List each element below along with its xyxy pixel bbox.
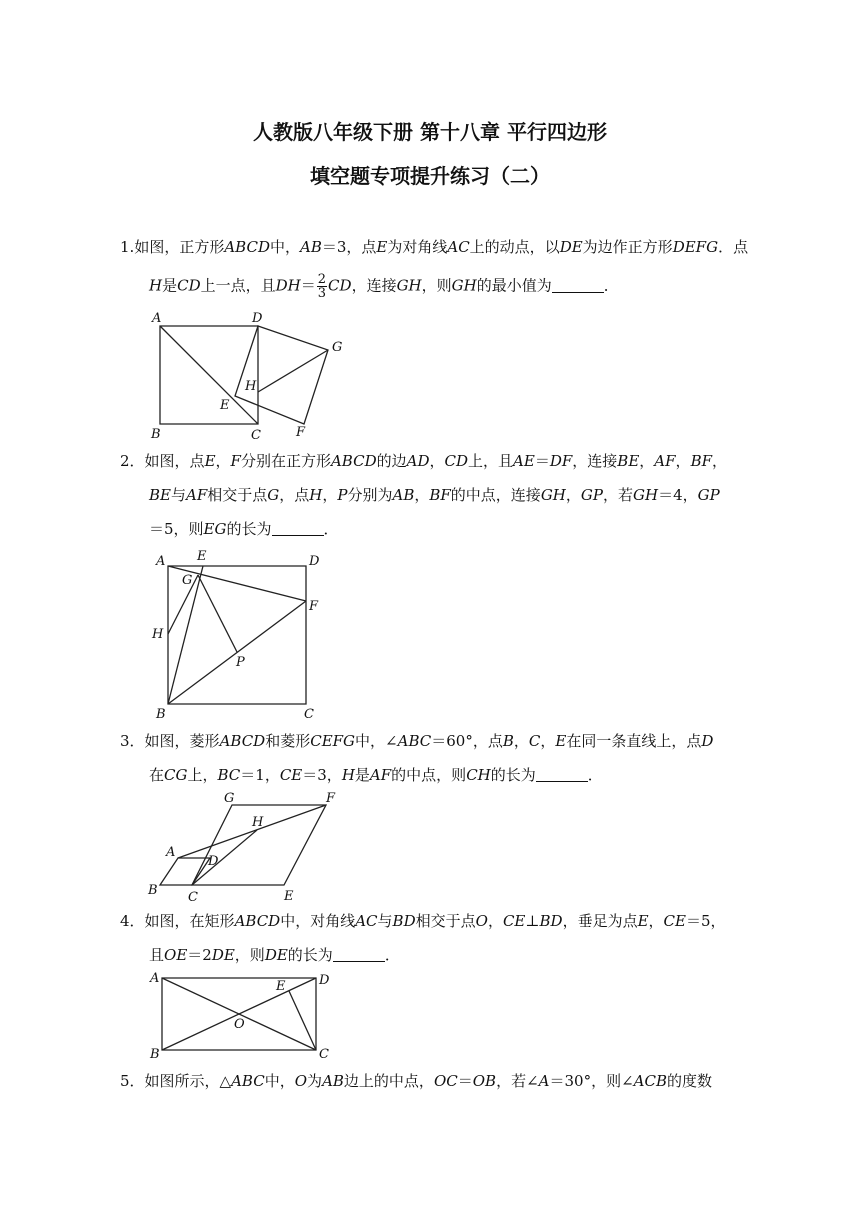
q3-figure xyxy=(144,788,354,904)
q1-label-d: D xyxy=(252,311,263,326)
q4-figure xyxy=(146,966,342,1062)
q2-label-h: H xyxy=(152,627,164,642)
page-subtitle: 填空题专项提升练习（二） xyxy=(310,164,550,188)
q3-line2: 在CG上，BC＝1，CE＝3，H是AF的中点，则CH的长为 ． xyxy=(149,766,603,784)
q1-square-defg xyxy=(235,326,328,424)
q3-segment-af xyxy=(178,805,326,858)
q3-label-f: F xyxy=(326,791,336,806)
q2-label-d: D xyxy=(309,554,320,569)
q2-label-a: A xyxy=(156,554,166,569)
q4-label-d: D xyxy=(319,973,330,988)
answer-blank xyxy=(536,767,588,782)
q4-label-b: B xyxy=(150,1047,160,1062)
q2-figure xyxy=(148,548,334,724)
q1-label-g: G xyxy=(332,340,343,355)
q3-rhombus-abcd xyxy=(160,858,210,885)
q2-line3: ＝5，则EG的长为 ． xyxy=(149,520,339,538)
fraction-two-thirds: $\frac{2}{3}$ xyxy=(317,272,327,301)
q2-label-f: F xyxy=(309,599,319,614)
q2-segment-gp xyxy=(198,575,237,652)
q4-line2: 且OE＝2DE，则DE的长为 ． xyxy=(149,946,400,964)
q1-label-h: H xyxy=(245,379,257,394)
q2-line1: 2．如图，点E，F分别在正方形ABCD的边AD，CD上，且AE＝DF，连接BE，AF，BF， xyxy=(120,452,728,470)
q3-label-a: A xyxy=(166,845,176,860)
q4-line1: 4．如图，在矩形ABCD中，对角线AC与BD相交于点O，CE⊥BD，垂足为点E，CE＝5， xyxy=(120,912,726,930)
page-title: 人教版八年级下册 第十八章 平行四边形 xyxy=(253,120,607,144)
q2-segment-bf xyxy=(168,601,306,704)
q3-label-h: H xyxy=(252,815,264,830)
q2-label-g: G xyxy=(182,573,193,588)
q3-label-b: B xyxy=(148,883,158,898)
q1-line2: H是CD上一点，且DH＝ $\frac{2}{3}$ CD，连接GH，则GH的最小值为 ． xyxy=(149,272,619,301)
q1-segment-gh xyxy=(258,350,328,392)
q3-label-c: C xyxy=(188,890,198,904)
q2-label-c: C xyxy=(304,707,314,722)
q1-diagonal-ac xyxy=(160,326,258,424)
q4-label-c: C xyxy=(319,1047,329,1062)
q3-label-g: G xyxy=(224,791,235,806)
answer-blank xyxy=(552,278,604,293)
q4-label-e: E xyxy=(276,979,286,994)
q1-label-c: C xyxy=(251,428,261,443)
q1-label-e: E xyxy=(220,398,230,413)
answer-blank xyxy=(333,947,385,962)
q3-line1: 3．如图，菱形ABCD和菱形CEFG中，∠ABC＝60°，点B，C，E在同一条直线上，点D xyxy=(120,732,714,750)
q2-label-e: E xyxy=(197,549,207,564)
q2-label-b: B xyxy=(156,707,166,722)
q3-label-d: D xyxy=(208,854,219,869)
q3-label-e: E xyxy=(284,889,294,904)
q2-line2: BE与AF相交于点G，点H，P分别为AB，BF的中点，连接GH，GP，若GH＝4，GP xyxy=(149,486,720,504)
q2-label-p: P xyxy=(236,655,245,670)
q1-label-b: B xyxy=(151,427,161,442)
q4-segment-ce xyxy=(289,991,316,1050)
q1-figure xyxy=(148,308,358,444)
answer-blank xyxy=(272,521,324,536)
q4-label-o: O xyxy=(234,1017,245,1032)
q1-label-f: F xyxy=(296,425,306,440)
q1-line1: 1.如图，正方形ABCD中，AB＝3，点E为对角线AC上的动点，以DE为边作正方形DEFG．点 xyxy=(120,238,749,256)
q1-label-a: A xyxy=(152,311,162,326)
q4-label-a: A xyxy=(150,971,160,986)
q5-line1: 5．如图所示，△ABC中，O为AB边上的中点，OC＝OB，若∠A＝30°，则∠ACB的度数 xyxy=(120,1072,712,1090)
